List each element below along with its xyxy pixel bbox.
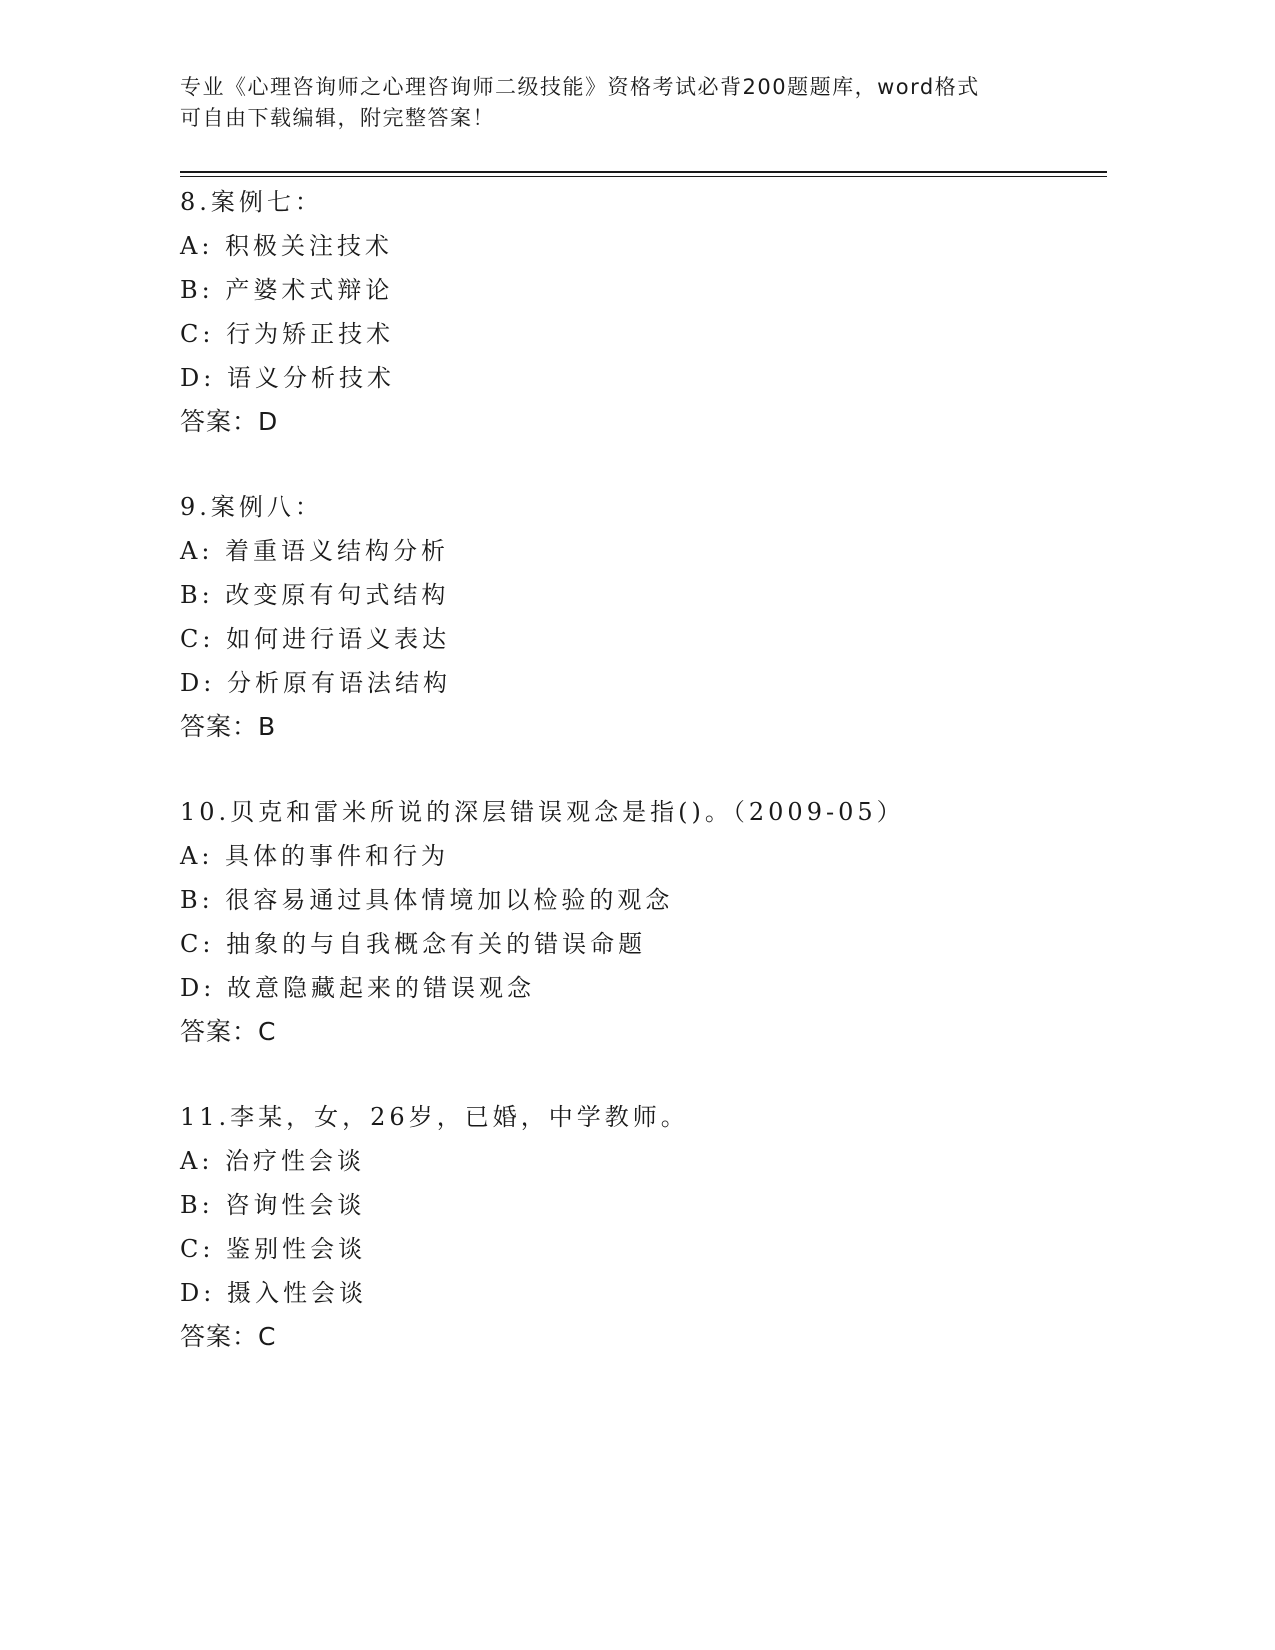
header-divider-thick: [180, 171, 1107, 173]
option-d: D: 故意隐藏起来的错误观念: [180, 974, 535, 1002]
question-stem: 10.贝克和雷米所说的深层错误观念是指()。（2009-05）: [180, 798, 905, 826]
header-divider-thin: [180, 176, 1107, 177]
question-block: [180, 790, 1080, 1054]
question-block: [180, 180, 1080, 444]
answer-text: 答案：C: [180, 1017, 277, 1046]
header-line-2: 可自由下载编辑，附完整答案！: [180, 106, 495, 130]
document-header: [180, 72, 1080, 134]
option-c: C: 抽象的与自我概念有关的错误命题: [180, 930, 647, 958]
question-stem: 11.李某，女，26岁，已婚，中学教师。: [180, 1103, 689, 1131]
option-c: C: 行为矫正技术: [180, 320, 395, 348]
option-b: B: 咨询性会谈: [180, 1191, 366, 1219]
question-block: [180, 485, 1080, 749]
header-line-1: 专业《心理咨询师之心理咨询师二级技能》资格考试必背200题题库，word格式: [180, 75, 980, 99]
answer-text: 答案：D: [180, 407, 279, 436]
option-a: A: 积极关注技术: [180, 232, 394, 260]
option-a: A: 治疗性会谈: [180, 1147, 366, 1175]
option-b: B: 很容易通过具体情境加以检验的观念: [180, 886, 674, 914]
question-stem: 8.案例七：: [180, 188, 323, 216]
option-d: D: 分析原有语法结构: [180, 669, 451, 697]
question-block: [180, 1095, 1080, 1359]
answer-text: 答案：C: [180, 1322, 277, 1351]
option-d: D: 摄入性会谈: [180, 1279, 367, 1307]
option-d: D: 语义分析技术: [180, 364, 395, 392]
option-b: B: 产婆术式辩论: [180, 276, 394, 304]
option-b: B: 改变原有句式结构: [180, 581, 450, 609]
option-c: C: 鉴别性会谈: [180, 1235, 367, 1263]
answer-text: 答案：B: [180, 712, 277, 741]
option-c: C: 如何进行语义表达: [180, 625, 451, 653]
question-stem: 9.案例八：: [180, 493, 323, 521]
option-a: A: 具体的事件和行为: [180, 842, 450, 870]
option-a: A: 着重语义结构分析: [180, 537, 450, 565]
